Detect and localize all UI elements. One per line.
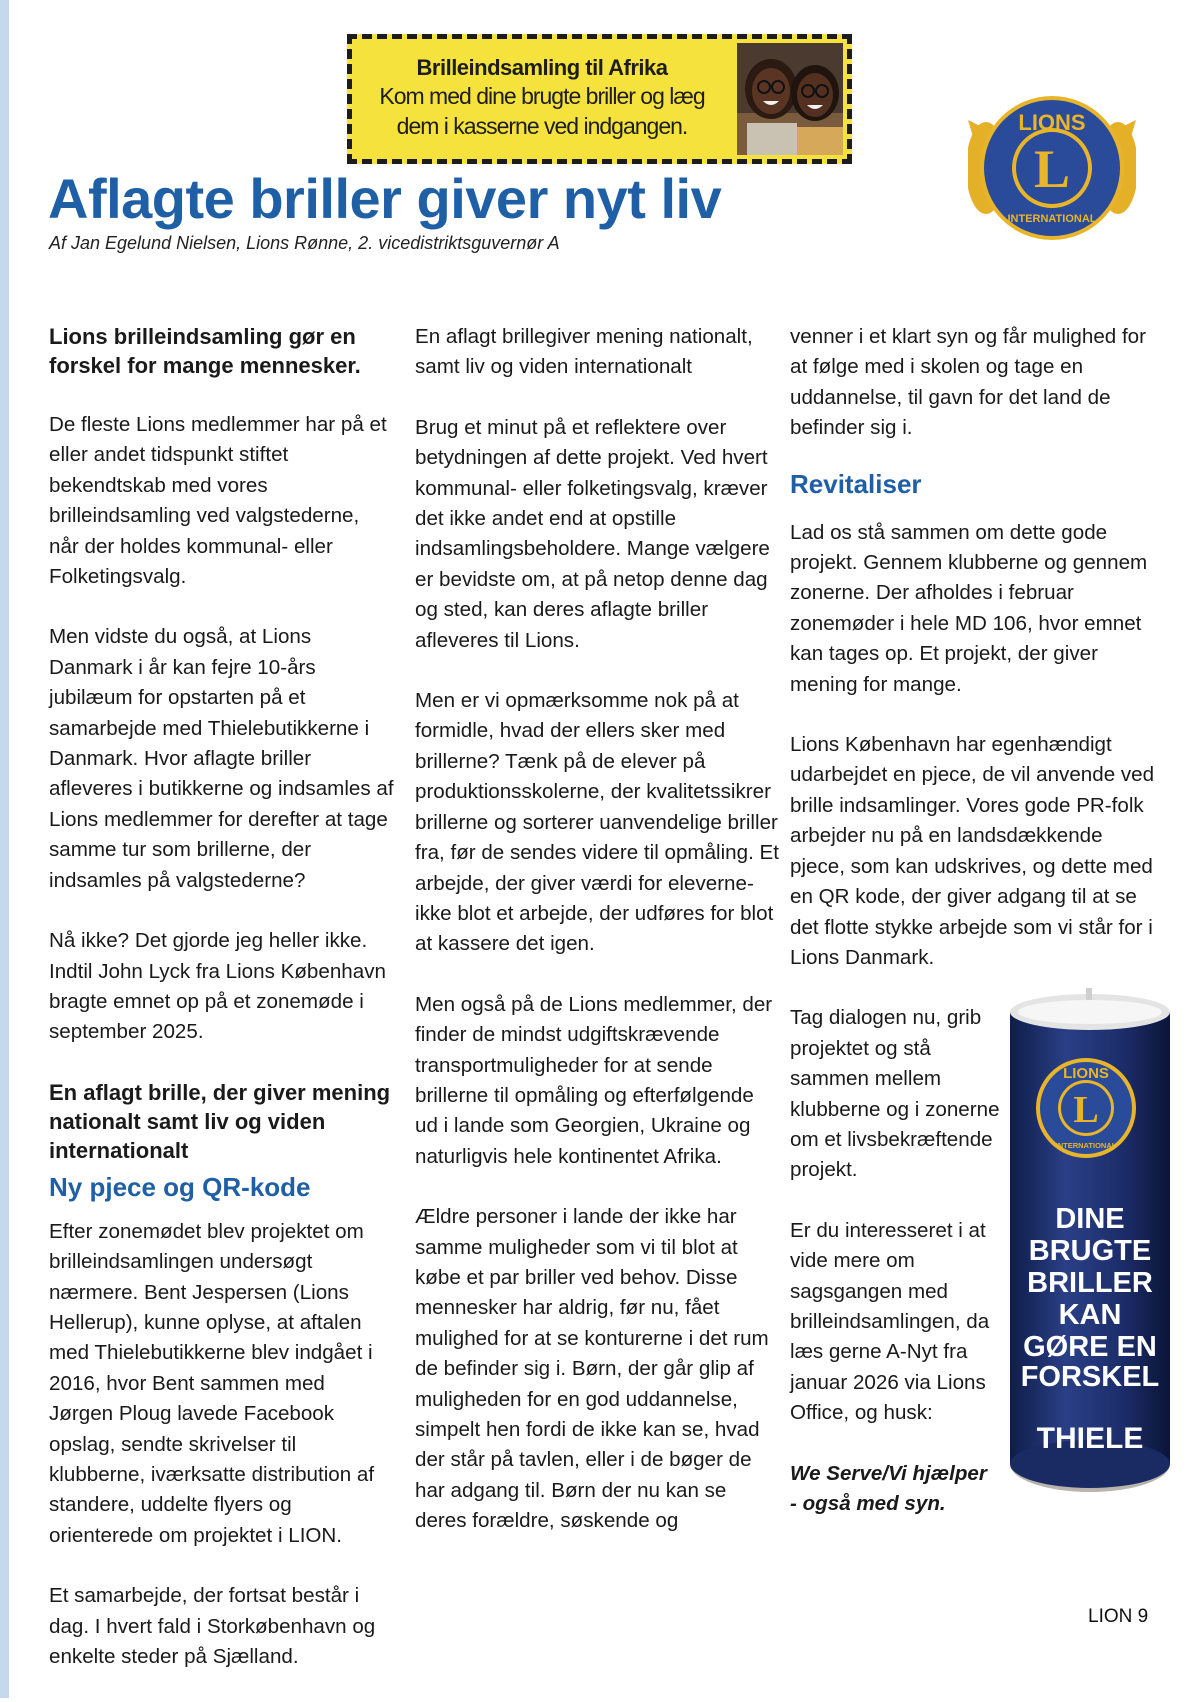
logo-letter: L: [1033, 139, 1071, 199]
subheading: En aflagt brille, der giver mening nationalt samt liv og viden internationalt: [49, 1079, 391, 1163]
paragraph: En aflagt brillegiver mening nationalt, samt liv og viden internationalt: [415, 325, 753, 379]
article-byline: Af Jan Egelund Nielsen, Lions Rønne, 2. vicedistriktsguvernør A: [49, 233, 560, 253]
bin-logo-bottom: INTERNATIONAL: [1055, 1141, 1117, 1150]
paragraph: De fleste Lions medlemmer har på et eller andet tidspunkt stiftet bekendtskab med vores brilleindsamling ved valgstederne, når der holdes kommunal- eller Folketingsvalg.: [49, 413, 387, 589]
collection-banner: [347, 34, 852, 164]
paragraph: Er du interesseret i at vide mere om sagsgangen med brilleindsamlingen, da læs gerne A-Nyt fra januar 2026 via Lions Office, og husk:: [790, 1218, 990, 1425]
lead-paragraph: Lions brilleindsamling gør en forskel for mange mennesker.: [49, 324, 361, 378]
logo-bottom-text: INTERNATIONAL: [1007, 213, 1097, 225]
banner-text: [352, 55, 732, 141]
paragraph: Lad os stå sammen om dette gode projekt. Gennem klubberne og gennem zonerne. Der afholdes i februar zonemøder i hele MD 106, hvor emnet kan tages op. Et projekt, der giver mening for mange.: [790, 520, 1148, 696]
page-edge-strip: [0, 0, 9, 1698]
paragraph: Lions København har egenhændigt udarbejdet en pjece, de vil anvende ved brille indsamlinger. Vores gode PR-folk arbejder nu på en landsdækkende pjece, som kan udskrives, og dette med en QR kode, der giver adgang til at se det flotte stykke arbejde som vi står for i Lions Danmark.: [790, 733, 1155, 969]
section-heading-revitaliser: Revitaliser: [790, 468, 922, 499]
page-number: LION 9: [1088, 1606, 1149, 1627]
column-1: [49, 322, 394, 1702]
bin-text-line-3: BRILLER: [1027, 1267, 1153, 1299]
bin-text-line-5: GØRE EN: [1023, 1331, 1157, 1363]
bin-logo-letter: L: [1073, 1089, 1099, 1131]
motto-line-1: We Serve/Vi hjælper: [790, 1461, 987, 1485]
logo-top-text: LIONS: [1018, 110, 1086, 135]
bin-logo-top: LIONS: [1063, 1065, 1109, 1082]
paragraph: Men også på de Lions medlemmer, der finder de mindst udgiftskrævende transportmuligheder for at sende brillerne til opmåling og efterfølgende ud i lande som Georgien, Ukraine og naturligvis hele kontinentet Afrika.: [415, 992, 773, 1168]
motto-line-2: - også med syn.: [790, 1492, 946, 1515]
bin-text-line-2: BRUGTE: [1028, 1235, 1152, 1267]
paragraph: Tag dialogen nu, grib projektet og stå sammen mellem klubberne og i zonerne om et livsbekræftende projekt.: [790, 1006, 1000, 1182]
paragraph: Et samarbejde, der fortsat består i dag. I hvert fald i Storkøbenhavn og enkelte steder på Sjælland.: [49, 1584, 376, 1668]
column-2: [415, 322, 780, 1567]
children-photo-illustration: [737, 43, 843, 155]
paragraph: Men er vi opmærksomme nok på at formidle, hvad der ellers sker med brillerne? Tænk på de elever på produktionsskolerne, der kvalitetssikrer brillerne og sorterer uanvendelige briller fra, før de sendes videre til opmåling. Et arbejde, der giver værdi for eleverne- ikke blot et arbejde, der udføres for blot at kassere det igen.: [415, 689, 779, 956]
children-photo: [737, 43, 843, 155]
paragraph: Brug et minut på et reflektere over betydningen af dette projekt. Ved hvert kommunal- eller folketingsvalg, kræver det ikke andet end at opstille indsamlingsbeholdere. Mange vælgere er bevidste om, at på netop denne dag og sted, kan deres aflagte briller afleveres til Lions.: [415, 415, 770, 652]
paragraph: Men vidste du også, at Lions Danmark i år kan fejre 10-års jubilæum for opstarten på et samarbejde med Thielebutikkerne i Danmark. Hvor aflagte briller afleveres i butikkerne og indsamles af Lions medlemmer for derefter at tage samme tur som brillerne, der indsamles på valgstederne?: [49, 625, 394, 892]
section-heading-ny-pjece: Ny pjece og QR-kode: [49, 1171, 311, 1202]
paragraph: venner i et klart syn og får mulighed for at følge med i skolen og tage en uddannelse, til gavn for det land de befinder sig i.: [790, 325, 1146, 440]
lions-international-logo: [968, 90, 1136, 246]
bin-text-line-1: DINE: [1055, 1203, 1125, 1235]
bin-brand: THIELE: [1036, 1422, 1144, 1455]
collection-bin-illustration: [1008, 988, 1173, 1500]
bin-text-line-4: KAN: [1058, 1299, 1122, 1331]
paragraph: Ældre personer i lande der ikke har samme muligheder som vi til blot at købe et par briller ved behov. Disse mennesker har aldrig, før nu, fået mulighed for at se konturerne i det rum de befinder sig i. Børn, der går glip af muligheden for en god uddannelse, simpelt hen fordi de ikke kan se, hvad der står på tavlen, eller i de bøger de har adgang til. Børn der nu kan se deres forældre, søskende og: [415, 1205, 769, 1533]
bin-text-line-6: FORSKEL: [1020, 1361, 1160, 1393]
banner-title: Brilleindsamling til Afrika: [416, 55, 668, 80]
paragraph: Efter zonemødet blev projektet om brilleindsamlingen undersøgt nærmere. Bent Jespersen (Lions Hellerup), kunne oplyse, at aftalen med Thielebutikkerne blev indgået i 2016, hvor Bent sammen med Jørgen Ploug lavede Facebook opslag, sendte skrivelser til klubberne, iværksatte distribution af standere, uddelte flyers og orienterede om projektet i LION.: [49, 1219, 375, 1547]
article-title: Aflagte briller giver nyt liv: [48, 167, 722, 230]
paragraph: Nå ikke? Det gjorde jeg heller ikke. Indtil John Lyck fra Lions København bragte emnet op på et zonemøde i september 2025.: [49, 929, 386, 1044]
banner-line-1: Kom med dine brugte briller og læg: [379, 83, 705, 109]
banner-line-2: dem i kasserne ved indgangen.: [396, 113, 688, 139]
